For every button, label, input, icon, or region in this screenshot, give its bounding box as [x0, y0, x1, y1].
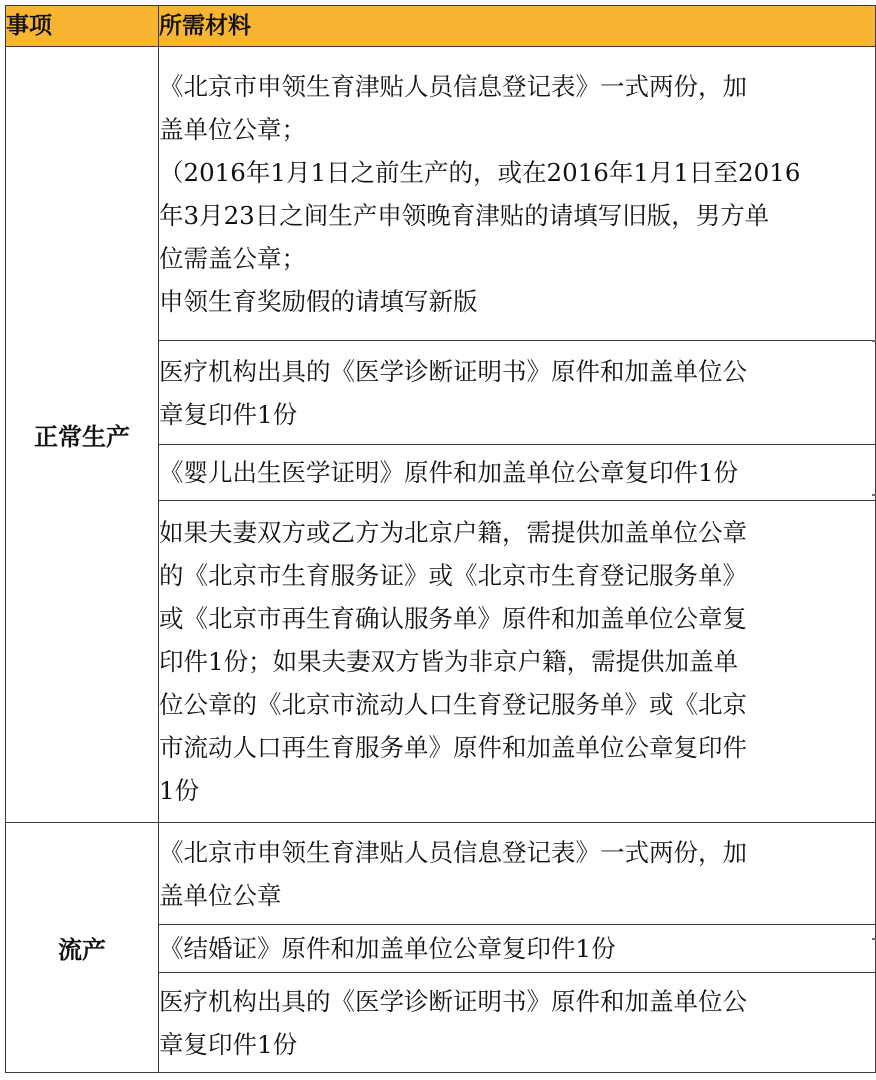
header-materials: 所需材料 [159, 6, 876, 47]
item-cell-miscarriage: 流产 [6, 823, 159, 1073]
edge-tick [872, 340, 876, 342]
text-line: 位公章的《北京市流动人口生育登记服务单》或《北京 [159, 690, 747, 719]
text-line: 1份 [159, 776, 200, 805]
text-line: 盖单位公章； [159, 114, 306, 144]
edge-tick [872, 494, 876, 496]
text-line: 《结婚证》原件和加盖单位公章复印件1份 [159, 934, 616, 963]
materials-cell [159, 445, 876, 501]
materials-cell [159, 973, 876, 1073]
header-row [6, 6, 876, 47]
table-row [6, 47, 876, 341]
text-line: 《北京市申领生育津贴人员信息登记表》一式两份，加 [159, 71, 747, 101]
text-line: 市流动人口再生育服务单》原件和加盖单位公章复印件 [159, 733, 747, 762]
text-line: 《婴儿出生医学证明》原件和加盖单位公章复印件1份 [159, 458, 739, 487]
text-line: 位需盖公章； [159, 243, 306, 273]
text-line: 医疗机构出具的《医学诊断证明书》原件和加盖单位公 [159, 356, 747, 386]
text-line: 章复印件1份 [159, 399, 298, 429]
edge-tick [872, 938, 876, 940]
text-line: 盖单位公章 [159, 880, 282, 910]
materials-cell [159, 925, 876, 973]
text-line: 的《北京市生育服务证》或《北京市生育登记服务单》 [159, 561, 747, 590]
text-line: 如果夫妻双方或乙方为北京户籍，需提供加盖单位公章 [159, 518, 747, 547]
table-row [6, 823, 876, 925]
text-line: 年3月23日之间生产申领晚育津贴的请填写旧版，男方单 [159, 200, 770, 230]
materials-cell [159, 47, 876, 341]
text-line: 或《北京市再生育确认服务单》原件和加盖单位公章复 [159, 604, 747, 633]
materials-cell [159, 501, 876, 823]
text-line: 《北京市申领生育津贴人员信息登记表》一式两份，加 [159, 837, 747, 867]
text-line: 申领生育奖励假的请填写新版 [159, 286, 478, 316]
text-line: （2016年1月1日之前生产的，或在2016年1月1日至2016 [159, 157, 801, 187]
materials-cell [159, 341, 876, 445]
header-item: 事项 [6, 6, 159, 47]
text-line: 医疗机构出具的《医学诊断证明书》原件和加盖单位公 [159, 986, 747, 1016]
item-cell-normal-birth: 正常生产 [6, 47, 159, 823]
table-body [6, 47, 876, 1073]
materials-table [5, 5, 876, 1073]
text-line: 印件1份；如果夫妻双方皆为非京户籍，需提供加盖单 [159, 647, 739, 676]
text-line: 章复印件1份 [159, 1029, 298, 1059]
materials-cell [159, 823, 876, 925]
